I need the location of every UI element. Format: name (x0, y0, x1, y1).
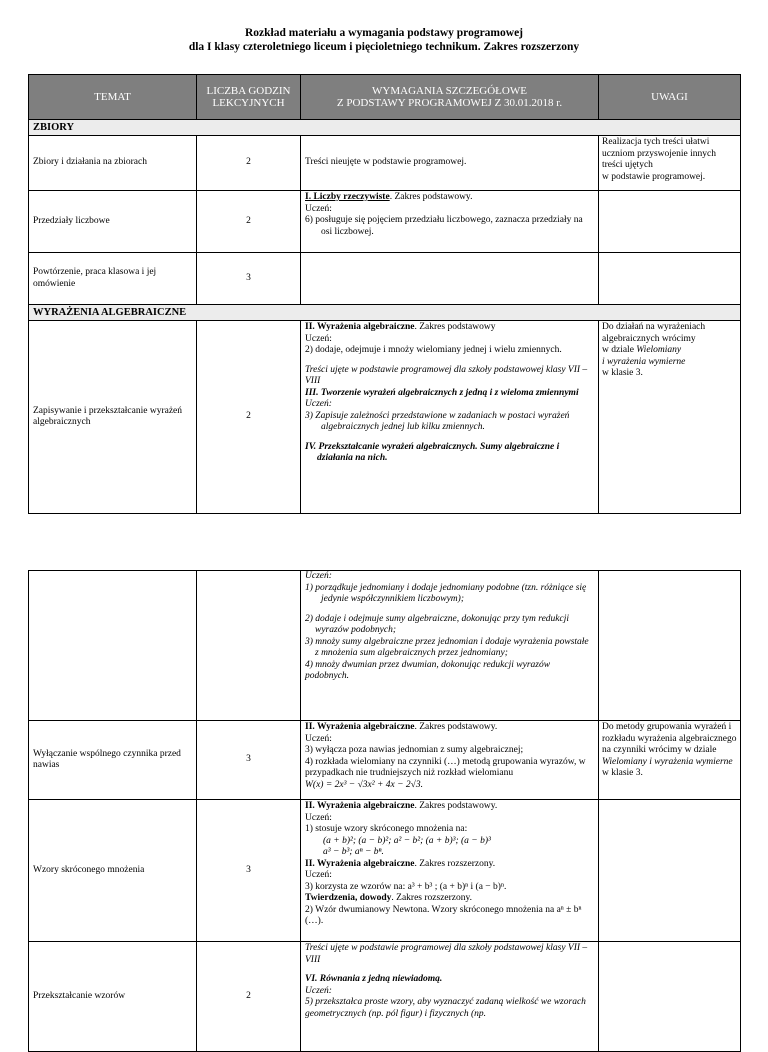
notes-cell (599, 942, 741, 1052)
primary-school-note: Treści ujęte w podstawie programowej dla szkoły podstawowej klasy VII – VIII (305, 364, 588, 386)
notes-text-italic: i wyrażenia wymierne (602, 356, 686, 367)
notes-cell (599, 721, 741, 800)
table-row (29, 800, 741, 942)
curriculum-table-part-1 (28, 74, 741, 514)
notes-cell (599, 136, 741, 191)
requirements-cell (301, 571, 599, 721)
heading-rest: . Zakres rozszerzony. (391, 893, 473, 903)
student-label: Uczeń: (305, 399, 332, 409)
hours-cell: 3 (197, 800, 301, 942)
notes-text: Do działań na wyrażeniach algebraicznych wrócimy (602, 322, 706, 344)
notes-text: Do metody grupowania wyrażeń i rozkładu wyrażenia algebraicznego na czynniki wrócimy w dziale (602, 722, 737, 755)
math-formula: W(x) = 2x³ − √3x² + 4x − 2√3. (305, 779, 423, 790)
heading-bold: I. Liczby rzeczywiste (305, 192, 390, 202)
student-label: Uczeń: (305, 733, 332, 744)
requirement-heading: III. Tworzenie wyrażeń algebraicznych z jedną i z wieloma zmiennymi (305, 387, 579, 398)
math-formula: (a + b)²; (a − b)²; a² − b²; (a + b)³; (a − b)³ (323, 835, 491, 846)
topic-cell: Powtórzenie, praca klasowa i jej omówienie (29, 253, 197, 305)
requirement-item: 4) mnoży dwumian przez dwumian, dokonując redukcji wyrazów podobnych. (305, 659, 551, 681)
requirement-item: 6) posługuje się pojęciem przedziału liczbowego, zaznacza przedziały na osi liczbowej. (305, 215, 583, 237)
table-row (29, 321, 741, 514)
heading-bold: Twierdzenia, dowody (305, 893, 392, 903)
requirement-item: 2) dodaje, odejmuje i mnoży wielomiany jednej i wielu zmiennych. (305, 345, 562, 355)
notes-text-italic: Wielomiany (636, 345, 682, 355)
primary-school-note: Treści ujęte w podstawie programowej dla szkoły podstawowej klasy VII – VIII (305, 943, 588, 965)
requirements-cell (301, 942, 599, 1052)
table-row (29, 253, 741, 305)
notes-text-italic: Wielomiany i wyrażenia wymierne (602, 756, 733, 767)
hours-cell: 2 (197, 191, 301, 253)
requirement-heading (305, 859, 594, 871)
math-formula: a³ − b³; aⁿ − bⁿ. (323, 847, 384, 857)
header-notes: UWAGI (599, 75, 741, 120)
hours-cell: 2 (197, 942, 301, 1052)
heading-bold: II. Wyrażenia algebraiczne (305, 858, 415, 869)
notes-cell (599, 321, 741, 514)
section-title-sets: ZBIORY (29, 120, 741, 136)
notes-text (602, 345, 737, 357)
notes-text (602, 757, 737, 780)
requirements-cell (301, 721, 599, 800)
notes-text-part: w klasie 3. (602, 768, 643, 778)
requirements-cell (301, 191, 599, 253)
topic-cell: Zapisywanie i przekształcanie wyrażeń algebraicznych (29, 321, 197, 514)
requirement-item: 2) Wzór dwumianowy Newtona. Wzory skróconego mnożenia na aⁿ ± bⁿ (…). (305, 904, 582, 926)
notes-text: Realizacja tych treści ułatwi uczniom przyswojenie innych treści ujętych (602, 137, 716, 170)
requirement-item: 3) korzysta ze wzorów na: a³ + b³ ; (a + b)ⁿ i (a − b)ⁿ. (305, 881, 507, 892)
student-label: Uczeń: (305, 333, 332, 344)
hours-cell: 2 (197, 136, 301, 191)
header-topic: TEMAT (29, 75, 197, 120)
header-requirements (301, 75, 599, 120)
requirement-item: 3) Zapisuje zależności przedstawione w zadaniach w postaci wyrażeń algebraicznych jednej lub kilku zmiennych. (305, 410, 570, 432)
section-row (29, 120, 741, 136)
notes-cell (599, 253, 741, 305)
requirement-item: 1) stosuje wzory skróconego mnożenia na: (305, 824, 468, 834)
hours-cell: 2 (197, 321, 301, 514)
notes-text: w podstawie programowej. (602, 171, 706, 182)
notes-cell (599, 191, 741, 253)
heading-rest: . Zakres podstawowy. (414, 801, 498, 811)
student-label: Uczeń: (305, 812, 332, 823)
title-line-2: dla I klasy czteroletniego liceum i pięcioletniego technikum. Zakres rozszerzony (188, 41, 580, 53)
topic-cell: Wzory skróconego mnożenia (29, 800, 197, 942)
header-hours: LICZBA GODZIN LEKCYJNYCH (197, 75, 301, 120)
title-line-1: Rozkład materiału a wymagania podstawy programowej (244, 27, 524, 39)
table-row (29, 942, 741, 1052)
heading-rest: . Zakres podstawowy (414, 322, 496, 332)
requirement-heading (305, 722, 594, 734)
table-row (29, 136, 741, 191)
student-label: Uczeń: (305, 985, 332, 996)
header-requirements-line2: Z PODSTAWY PROGRAMOWEJ Z 30.01.2018 r. (336, 97, 563, 109)
curriculum-table-part-2 (28, 570, 741, 1052)
topic-cell: Przekształcanie wzorów (29, 942, 197, 1052)
student-label: Uczeń: (305, 203, 332, 214)
topic-cell: Wyłączanie wspólnego czynnika przed nawias (29, 721, 197, 800)
table-row (29, 571, 741, 721)
hours-cell: 3 (197, 253, 301, 305)
requirements-cell (301, 253, 599, 305)
requirements-cell (301, 800, 599, 942)
requirement-item: 3) wyłącza poza nawias jednomian z sumy algebraicznej; (305, 745, 524, 755)
requirement-heading (305, 192, 594, 204)
document-title (0, 26, 768, 54)
table-row (29, 191, 741, 253)
heading-rest: . Zakres podstawowy. (414, 722, 498, 732)
requirement-heading: VI. Równania z jedną niewiadomą. (305, 974, 443, 984)
requirement-heading: IV. Przekształcanie wyrażeń algebraicznych. Sumy algebraiczne i działania na nich. (305, 441, 560, 463)
table-header-row (29, 75, 741, 120)
notes-text: w klasie 3. (602, 368, 643, 378)
section-row (29, 305, 741, 321)
heading-bold: II. Wyrażenia algebraiczne (305, 722, 415, 732)
heading-rest: . Zakres rozszerzony. (414, 858, 496, 869)
requirements-cell (301, 321, 599, 514)
requirement-item: 5) przekształca proste wzory, aby wyznaczyć zadaną wielkość we wzorach geometrycznych (np. pól figur) i fizycznych (np. (305, 997, 586, 1019)
requirement-heading (305, 322, 594, 334)
hours-cell (197, 571, 301, 721)
hours-cell: 3 (197, 721, 301, 800)
requirement-item: 1) porządkuje jednomiany i dodaje jednomiany podobne (tzn. różniące się jedynie współczynnikiem liczbowym); (305, 582, 587, 604)
heading-bold: II. Wyrażenia algebraiczne (305, 801, 415, 811)
student-label: Uczeń: (305, 870, 332, 880)
requirement-item: 2) dodaje i odejmuje sumy algebraiczne, dokonując przy tym redukcji wyrazów podobnych; (305, 613, 570, 635)
heading-bold: II. Wyrażenia algebraiczne (305, 322, 415, 332)
topic-cell: Zbiory i działania na zbiorach (29, 136, 197, 191)
student-label: Uczeń: (305, 571, 332, 581)
requirement-heading (305, 801, 594, 813)
notes-cell (599, 800, 741, 942)
topic-cell: Przedziały liczbowe (29, 191, 197, 253)
header-requirements-line1: WYMAGANIA SZCZEGÓŁOWE (372, 85, 527, 97)
requirement-heading (305, 893, 594, 905)
topic-cell (29, 571, 197, 721)
table-row (29, 721, 741, 800)
requirement-item: 3) mnoży sumy algebraiczne przez jednomian i dodaje wyrażenia powstałe z mnożenia sum algebraicznych przez jednomiany; (305, 636, 589, 658)
section-title-algebraic-expressions: WYRAŻENIA ALGEBRAICZNE (29, 305, 741, 321)
heading-rest: . Zakres podstawowy. (389, 192, 473, 202)
requirements-cell: Treści nieujęte w podstawie programowej. (301, 136, 599, 191)
requirement-item: 4) rozkłada wielomiany na czynniki (…) metodą grupowania wyrazów, w przypadkach nie trudniejszych niż rozkład wielomianu (305, 756, 586, 778)
notes-cell (599, 571, 741, 721)
notes-text-part: w dziale (602, 345, 637, 355)
